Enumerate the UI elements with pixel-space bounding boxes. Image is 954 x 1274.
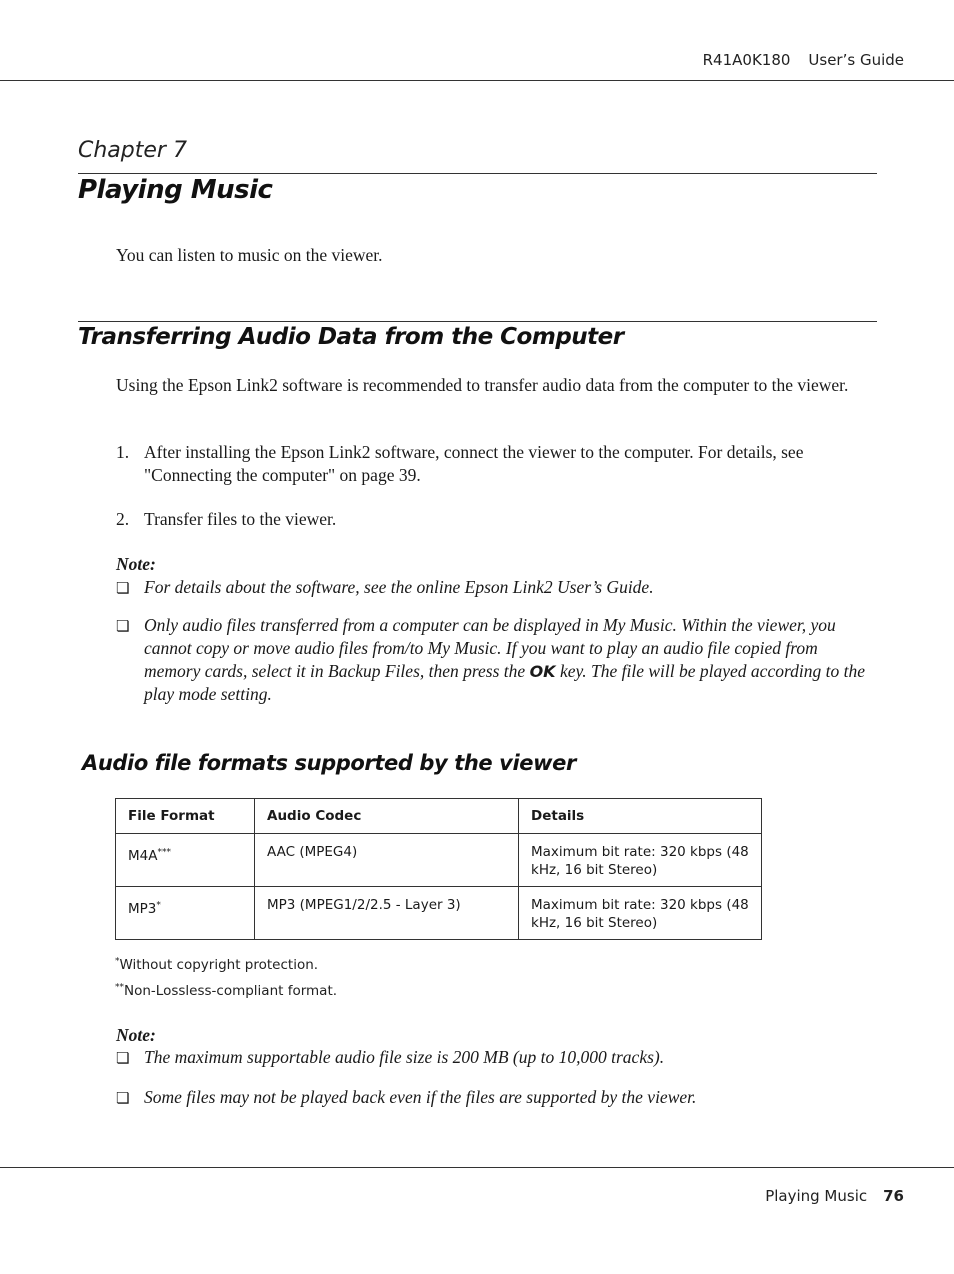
footer-rule <box>0 1167 954 1168</box>
format-name: M4A <box>128 848 158 864</box>
doc-title: User’s Guide <box>808 51 904 69</box>
note-item <box>116 614 878 706</box>
cell-details: Maximum bit rate: 320 kbps (48 kHz, 16 bit Stereo) <box>519 887 762 940</box>
note-title: Note: <box>116 554 156 574</box>
doc-id: R41A0K180 <box>702 51 791 69</box>
checkbox-bullet-icon: ❏ <box>116 579 130 597</box>
note-title: Note: <box>116 1025 156 1045</box>
cell-format <box>116 834 255 887</box>
footnote <box>115 957 318 973</box>
cell-codec: AAC (MPEG4) <box>255 834 519 887</box>
cell-format <box>116 887 255 940</box>
checkbox-bullet-icon: ❏ <box>116 617 130 635</box>
audio-formats-table <box>115 798 762 940</box>
page-number: 76 <box>883 1187 904 1205</box>
table-row <box>116 887 762 940</box>
step-number: 2. <box>116 509 130 529</box>
section-rule <box>78 321 877 322</box>
header-file-format: File Format <box>116 799 255 834</box>
subsection-heading-formats: Audio file formats supported by the viewer <box>82 751 576 775</box>
footnote-text: Without copyright protection. <box>119 957 319 973</box>
table-row <box>116 834 762 887</box>
note-text: Some files may not be played back even if the files are supported by the viewer. <box>144 1087 697 1107</box>
format-name: MP3 <box>128 901 157 917</box>
page-title: Playing Music <box>78 175 273 205</box>
step-number: 1. <box>116 442 130 462</box>
note-item <box>116 1046 878 1069</box>
step-item <box>116 441 876 486</box>
intro-paragraph: You can listen to music on the viewer. <box>116 245 383 265</box>
section-intro-paragraph: Using the Epson Link2 software is recommended to transfer audio data from the computer to the viewer. <box>116 375 849 395</box>
step-text: After installing the Epson Link2 software, connect the viewer to the computer. For details, see "Connecting the computer" on page 39. <box>144 442 804 485</box>
cell-details: Maximum bit rate: 320 kbps (48 kHz, 16 bit Stereo) <box>519 834 762 887</box>
running-footer <box>765 1187 904 1205</box>
checkbox-bullet-icon: ❏ <box>116 1049 130 1067</box>
table-header-row <box>116 799 762 834</box>
note-text-before: Only audio files transferred from a computer can be displayed in My Music. Within the viewer, you cannot copy or move audio files from/to My Music. If you want to play an audio file copied from memory cards, select it in Backup Files, then press the <box>144 615 836 681</box>
footnote-mark: *** <box>157 847 171 858</box>
note-text-after: key. The file will be played according to the play mode setting. <box>144 661 865 704</box>
checkbox-bullet-icon: ❏ <box>116 1089 130 1107</box>
section-heading-transfer: Transferring Audio Data from the Computer <box>78 324 624 350</box>
note-item <box>116 1086 878 1109</box>
ok-key-label: OK <box>529 662 556 681</box>
footnote-text: Non-Lossless-compliant format. <box>124 983 338 999</box>
header-details: Details <box>519 799 762 834</box>
footnote-mark: * <box>115 956 120 967</box>
footer-section: Playing Music <box>765 1187 868 1205</box>
note-item <box>116 576 878 599</box>
header-rule <box>0 80 954 81</box>
note-text: The maximum supportable audio file size is 200 MB (up to 10,000 tracks). <box>144 1047 665 1067</box>
running-header <box>703 51 904 69</box>
footnote <box>115 983 337 999</box>
note-text <box>144 614 878 706</box>
step-item <box>116 508 876 531</box>
chapter-rule <box>78 173 877 174</box>
cell-codec: MP3 (MPEG1/2/2.5 - Layer 3) <box>255 887 519 940</box>
footnote-mark: ** <box>115 982 124 993</box>
header-audio-codec: Audio Codec <box>255 799 519 834</box>
footnote-mark: * <box>156 900 161 911</box>
note-text: For details about the software, see the online Epson Link2 User’s Guide. <box>144 577 654 597</box>
chapter-label: Chapter 7 <box>78 138 187 163</box>
step-text: Transfer files to the viewer. <box>144 509 337 529</box>
